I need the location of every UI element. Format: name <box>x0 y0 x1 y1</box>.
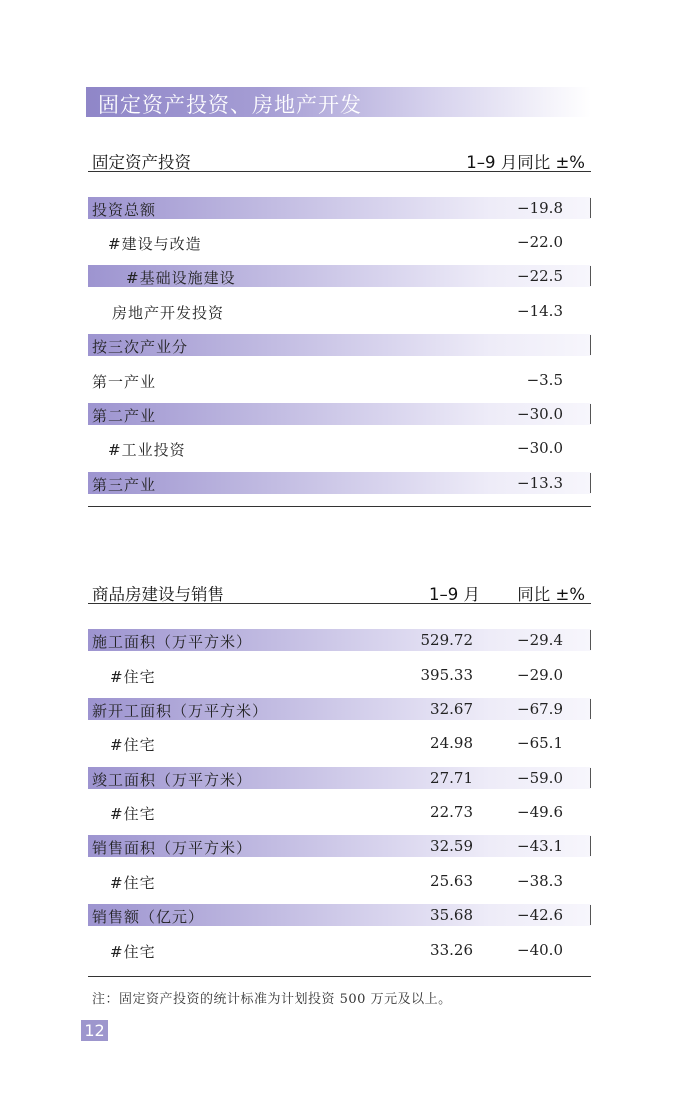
table1-header-label: 固定资产投资 <box>92 153 191 172</box>
row-label: #住宅 <box>110 805 156 823</box>
row-value: 395.33 <box>420 666 473 684</box>
table2-row <box>88 801 591 823</box>
row-label: 销售面积（万平方米） <box>92 839 253 857</box>
row-label: 竣工面积（万平方米） <box>92 771 253 789</box>
row-value: 24.98 <box>430 734 473 752</box>
row-yoy: −59.0 <box>517 769 563 787</box>
table2-row <box>88 698 591 720</box>
row-yoy: −43.1 <box>517 837 563 855</box>
row-yoy: −67.9 <box>517 700 563 718</box>
row-label: 按三次产业分 <box>92 338 189 356</box>
table2-header-yoy: 同比 ±% <box>517 585 585 604</box>
row-label: #住宅 <box>110 943 156 961</box>
section-title: 固定资产投资、房地产开发 <box>98 93 362 117</box>
row-yoy: −30.0 <box>517 405 563 423</box>
row-label: #建设与改造 <box>108 235 202 253</box>
table1-header-yoy: 1–9 月同比 ±% <box>466 153 585 172</box>
row-label: 销售额（亿元） <box>92 908 205 926</box>
row-yoy: −29.0 <box>517 666 563 684</box>
table2-row <box>88 629 591 651</box>
row-yoy: −19.8 <box>517 199 563 217</box>
table1-row <box>88 334 591 356</box>
row-label: #工业投资 <box>108 441 186 459</box>
row-label: 房地产开发投资 <box>112 304 225 322</box>
table2-row <box>88 870 591 892</box>
row-label: 新开工面积（万平方米） <box>92 702 269 720</box>
row-yoy: −42.6 <box>517 906 563 924</box>
row-label: #住宅 <box>110 874 156 892</box>
table1-row <box>88 231 591 253</box>
row-label: 第一产业 <box>92 373 157 391</box>
table2-header <box>88 579 591 604</box>
table1-row <box>88 265 591 287</box>
row-value: 32.67 <box>430 700 473 718</box>
row-label: 第三产业 <box>92 476 157 494</box>
row-value: 25.63 <box>430 872 473 890</box>
table2-row <box>88 835 591 857</box>
row-label: 投资总额 <box>92 201 157 219</box>
row-value: 22.73 <box>430 803 473 821</box>
table2-row <box>88 904 591 926</box>
table1-header <box>88 147 591 172</box>
row-label: 第二产业 <box>92 407 157 425</box>
table2-bottom-rule <box>88 976 591 977</box>
row-yoy: −40.0 <box>517 941 563 959</box>
row-value: 33.26 <box>430 941 473 959</box>
row-yoy: −30.0 <box>517 439 563 457</box>
table2-header-period: 1–9 月 <box>429 585 480 604</box>
row-yoy: −3.5 <box>526 371 563 389</box>
table2-header-label: 商品房建设与销售 <box>92 585 224 604</box>
table1-row <box>88 369 591 391</box>
row-value: 27.71 <box>430 769 473 787</box>
table1-row <box>88 472 591 494</box>
row-label: #基础设施建设 <box>126 269 236 287</box>
table2-row <box>88 939 591 961</box>
row-yoy: −38.3 <box>517 872 563 890</box>
row-label: #住宅 <box>110 668 156 686</box>
table1-bottom-rule <box>88 506 591 507</box>
row-value: 32.59 <box>430 837 473 855</box>
row-label: 施工面积（万平方米） <box>92 633 253 651</box>
row-value: 529.72 <box>420 631 473 649</box>
table2-row <box>88 732 591 754</box>
row-yoy: −22.5 <box>517 267 563 285</box>
footnote: 注：固定资产投资的统计标准为计划投资 500 万元及以上。 <box>92 992 452 1007</box>
row-yoy: −29.4 <box>517 631 563 649</box>
page-number: 12 <box>81 1020 108 1041</box>
table1-row <box>88 437 591 459</box>
table2-row <box>88 767 591 789</box>
section-banner <box>86 87 591 117</box>
row-yoy: −49.6 <box>517 803 563 821</box>
row-yoy: −14.3 <box>517 302 563 320</box>
table2-row <box>88 664 591 686</box>
row-label: #住宅 <box>110 736 156 754</box>
table1-row <box>88 403 591 425</box>
row-yoy: −22.0 <box>517 233 563 251</box>
row-yoy: −13.3 <box>517 474 563 492</box>
row-value: 35.68 <box>430 906 473 924</box>
table1-row <box>88 300 591 322</box>
table1-row <box>88 197 591 219</box>
row-yoy: −65.1 <box>517 734 563 752</box>
